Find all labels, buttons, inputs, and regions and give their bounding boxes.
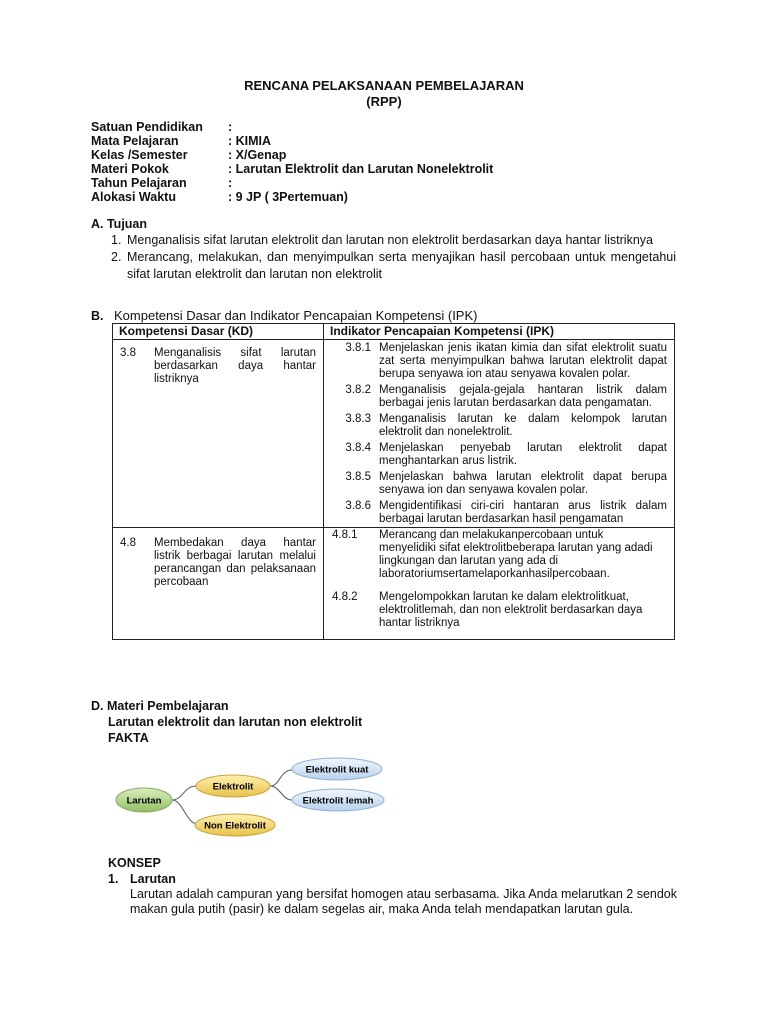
ipk-number: 3.8.4 — [345, 442, 371, 454]
info-row — [91, 120, 493, 134]
ipk-cell — [324, 528, 675, 640]
ipk-number: 3.8.3 — [345, 413, 371, 425]
info-value: : X/Genap — [228, 148, 287, 162]
konsep-item-num: 1. — [108, 872, 119, 886]
konsep-item-text: Larutan adalah campuran yang bersifat homogen atau serbasama. Jika Anda melarutkan 2 sendok makan gula putih (pasir) ke dalam segelas air, maka Anda telah mendapatkan larutan gula. — [130, 887, 677, 916]
ipk-text: Merancang dan melakukanpercobaan untuk menyelidiki sifat elektrolitbeberapa larutan yang adadi lingkungan dan larutan yang ada di laboratoriumsertamelaporkanhasilpercobaan. — [379, 529, 653, 580]
connector-line — [270, 786, 292, 800]
info-label: Mata Pelajaran — [91, 134, 179, 148]
section-b-heading: Kompetensi Dasar dan Indikator Pencapaian Kompetensi (IPK) — [114, 308, 478, 323]
ipk-number: 3.8.6 — [345, 500, 371, 512]
info-label: Satuan Pendidikan — [91, 120, 203, 134]
ipk-item — [325, 529, 673, 581]
ipk-item — [325, 471, 673, 497]
page-subtitle: (RPP) — [366, 94, 402, 109]
kd-cell — [113, 528, 324, 640]
ipk-number: 3.8.5 — [345, 471, 371, 483]
electrolyte-diagram — [108, 752, 398, 844]
info-value: : KIMIA — [228, 134, 272, 148]
ipk-item — [325, 500, 673, 526]
node-larutan-label: Larutan — [126, 795, 162, 807]
info-value: : — [228, 176, 233, 190]
kd-column-header: Kompetensi Dasar (KD) — [113, 324, 324, 340]
ipk-item — [325, 413, 673, 439]
ipk-text: Mengidentifikasi ciri-ciri hantaran arus listrik dalam berbagai larutan berdasarkan hasil pengamatan — [379, 500, 667, 525]
info-row — [91, 162, 493, 176]
ipk-text: Menjelaskan jenis ikatan kimia dan sifat elektrolit suatu zat serta menyimpulkan bahwa larutan elektrolit dapat berupa senyawa ion atau senyawa kovalen polar. — [379, 342, 667, 380]
ipk-number: 4.8.1 — [332, 529, 358, 541]
konsep-item-title: Larutan — [130, 872, 176, 886]
table-header-row — [113, 324, 675, 340]
node-elektrolit-kuat-label: Elektrolit kuat — [305, 764, 369, 776]
table-row — [113, 528, 675, 640]
info-label: Kelas /Semester — [91, 148, 188, 162]
table-row — [113, 340, 675, 528]
tujuan-text: Menganalisis sifat larutan elektrolit dan larutan non elektrolit berdasarkan daya hantar listriknya — [127, 233, 653, 247]
ipk-text: Menjelaskan penyebab larutan elektrolit dapat menghantarkan arus listrik. — [379, 442, 667, 467]
info-row — [91, 134, 493, 148]
ipk-text: Menganalisis larutan ke dalam kelompok larutan elektrolit dan nonelektrolit. — [379, 413, 667, 438]
ipk-text: Menjelaskan bahwa larutan elektrolit dapat berupa senyawa ion dan senyawa kovalen polar. — [379, 471, 667, 496]
section-d-subheading: Larutan elektrolit dan larutan non elektrolit — [108, 715, 363, 729]
competency-table — [112, 323, 675, 640]
kd-number: 4.8 — [120, 537, 136, 549]
node-non-elektrolit-label: Non Elektrolit — [204, 820, 266, 832]
info-label: Alokasi Waktu — [91, 190, 176, 204]
ipk-number: 4.8.2 — [332, 591, 358, 603]
section-b-label: B. — [91, 309, 104, 323]
tujuan-text: Merancang, melakukan, dan menyimpulkan serta menyajikan hasil percobaan untuk mengetahui sifat larutan elektrolit dan larutan non elektrolit — [127, 250, 676, 281]
ipk-text: Mengelompokkan larutan ke dalam elektrolitkuat, elektrolitlemah, dan non elektrolit berdasarkan daya hantar listriknya — [379, 591, 643, 629]
ipk-cell — [324, 340, 675, 528]
identity-block — [91, 120, 493, 204]
info-label: Materi Pokok — [91, 162, 169, 176]
info-value: : Larutan Elektrolit dan Larutan Nonelektrolit — [228, 162, 494, 176]
ipk-number: 3.8.2 — [345, 384, 371, 396]
kd-number: 3.8 — [120, 347, 136, 359]
ipk-item — [325, 384, 673, 410]
section-a-heading: A. Tujuan — [91, 217, 148, 231]
fakta-label: FAKTA — [108, 731, 149, 745]
node-elektrolit-label: Elektrolit — [212, 781, 254, 793]
tujuan-num: 1. — [111, 233, 122, 247]
section-d-heading: D. Materi Pembelajaran — [91, 699, 229, 713]
ipk-text: Menganalisis gejala-gejala hantaran listrik dalam berbagai jenis larutan berdasarkan data pengamatan. — [379, 384, 667, 409]
connector-line — [172, 786, 196, 800]
node-elektrolit-lemah-label: Elektrolit lemah — [302, 795, 374, 807]
ipk-number: 3.8.1 — [345, 342, 371, 354]
kd-text: Menganalisis sifat larutan berdasarkan daya hantar listriknya — [154, 347, 316, 385]
info-label: Tahun Pelajaran — [91, 176, 187, 190]
ipk-item — [325, 591, 673, 630]
info-row — [91, 176, 493, 190]
ipk-column-header: Indikator Pencapaian Kompetensi (IPK) — [324, 324, 675, 340]
ipk-item — [325, 342, 673, 381]
info-row — [91, 190, 493, 204]
kd-text: Membedakan daya hantar listrik berbagai larutan melalui perancangan dan pelaksanaan percobaan — [154, 537, 316, 588]
page-title: RENCANA PELAKSANAAN PEMBELAJARAN — [244, 78, 524, 93]
connector-line — [172, 800, 198, 824]
ipk-item — [325, 442, 673, 468]
tujuan-item — [111, 232, 676, 248]
info-row — [91, 148, 493, 162]
tujuan-item — [111, 249, 676, 283]
konsep-label: KONSEP — [108, 856, 161, 870]
tujuan-list — [111, 232, 676, 283]
tujuan-num: 2. — [111, 250, 122, 264]
info-value: : 9 JP ( 3Pertemuan) — [228, 190, 348, 204]
kd-cell — [113, 340, 324, 528]
connector-line — [270, 770, 292, 786]
info-value: : — [228, 120, 233, 134]
